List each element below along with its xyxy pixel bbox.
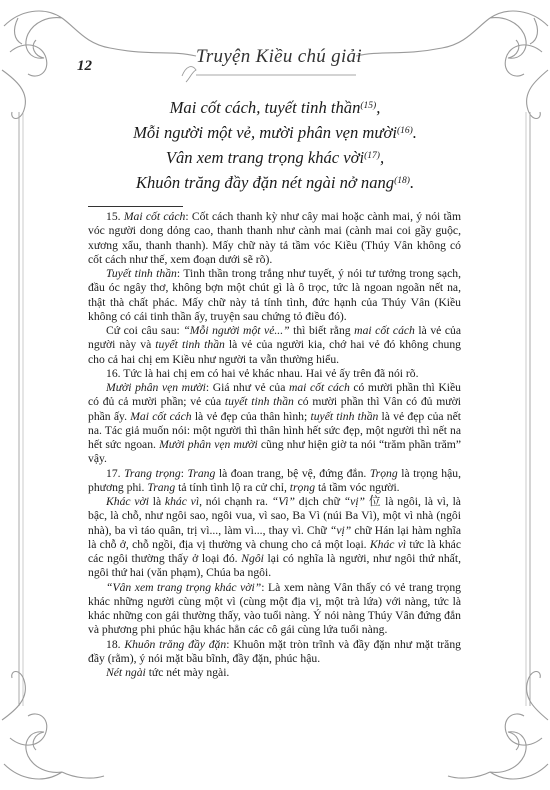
- note-quote: “vị”: [343, 495, 366, 508]
- note-text: tả tầm vóc người.: [315, 480, 400, 494]
- note-term: Nét ngài: [106, 666, 146, 679]
- note-number: 18.: [106, 637, 125, 651]
- verse-punct: .: [409, 173, 415, 192]
- verse-text: Khuôn trăng đầy đặn nét ngài nở nang: [135, 173, 395, 192]
- verse-punct: ,: [379, 148, 385, 167]
- note-quote: “Vân xem trang trọng khác vời”: [106, 580, 262, 594]
- note-term: tuyết tinh thần: [224, 395, 294, 409]
- note-text: : Là xem nàng Vân thấy có vẻ trang trọng khác những người cùng một vì (cùng một địa vị, một trà lứa) với nàng, tức là khác những con gái thường thấy, vào tuổi nàng. Ý nói nàng Thúy Vân đứng đắn và phương phi phúc hậu khác hẳn các cô gái cùng lứa tuổi nàng.: [88, 580, 462, 637]
- note-term: tuyết tinh thần: [310, 409, 379, 423]
- note-term: Mai cốt cách: [130, 409, 192, 423]
- note-term: tuyết tinh thần: [155, 338, 225, 352]
- note-text: có mười phần thì Kiều có đủ cả mười phần; vẻ của: [88, 381, 461, 409]
- note-term: Tuyết tinh thần: [106, 267, 177, 280]
- note-text: là vẻ đẹp của thân hình;: [191, 409, 311, 423]
- footnote-separator: [88, 206, 183, 207]
- note-paragraph: [88, 381, 461, 467]
- note-text: lại có nghĩa là người, như ngôi thứ nhất, ngôi thứ hai (văn phạm), Chúa ba ngôi.: [88, 552, 461, 580]
- note-text: dịch chữ: [295, 495, 344, 508]
- note-text: là đoan trang, bệ vệ, đứng đắn.: [215, 466, 370, 480]
- note-17: [88, 467, 461, 496]
- note-text: : Tinh thần trong trắng như tuyết, ý nói tư tưởng trong sạch, đầu óc ngây thơ, không bợn một chút gì là ô trọc, tức là ngoan ngoãn nết na, thật thà chất phác. Mấy chữ này tả tính tình, đức hạnh của Thúy Vân (Kiều không có cái tinh thần ấy, truyện sau chứng tỏ điều đó).: [88, 267, 461, 323]
- han-character: 位: [365, 495, 382, 508]
- note-paragraph: [88, 324, 461, 367]
- note-term: Trang: [187, 466, 216, 480]
- note-paragraph: [88, 581, 461, 638]
- note-text: 16. Tức là hai chị em có hai vẻ khác nhau. Hai vẻ ấy trên đã nói rõ.: [106, 366, 419, 380]
- note-number: 15.: [106, 210, 124, 223]
- note-term: trọng: [289, 480, 316, 494]
- footnotes: [88, 210, 461, 680]
- note-paragraph: [88, 666, 461, 680]
- note-term: Khác vời: [106, 495, 149, 508]
- note-text: tức nét mày ngài.: [145, 666, 230, 679]
- note-text: là ngôi, là vì, là bậc, là chỗ, như ngôi sao, ngôi vua, vì sao, Ba Vì (núi Ba Vì), một vì nhà (ngôi nhà), ba vì táo quân, trị vì..., làm vì..., thay vì. Chữ: [88, 495, 461, 537]
- verse-note-ref: (15): [360, 101, 377, 111]
- running-header-title: Truyện Kiều chú giải: [196, 46, 362, 67]
- note-text: chữ Hán lại hàm nghĩa là chỗ ở, chỗ ngồi, địa vị thường và chung cho cả một loại.: [88, 523, 461, 551]
- note-text: là vẻ của người này và: [88, 324, 462, 352]
- note-15: [88, 210, 461, 267]
- verse-text: Mai cốt cách, tuyết tinh thần: [169, 98, 361, 117]
- verse-note-ref: (18): [394, 176, 410, 186]
- note-term: Khác vì: [369, 537, 407, 551]
- note-text: là vẻ đẹp của nết na. Tác giả muốn nói: một người thì thân hình hết sức đẹp, một người thì nết na hết sức ngoan.: [88, 409, 462, 451]
- note-term: Trang: [147, 480, 176, 494]
- note-term: Mai cốt cách: [123, 210, 186, 223]
- note-term: mai cốt cách: [288, 381, 350, 394]
- verse-line: [0, 123, 550, 143]
- note-text: là vẻ của người kia, chớ hai vẻ đó không chung cho cả hai chị em Kiều như người ta vẫn thường hiểu.: [88, 338, 461, 366]
- page-number: 12: [77, 58, 92, 74]
- note-text: , nói chạnh ra.: [199, 495, 272, 508]
- note-text: :: [180, 466, 188, 480]
- note-text: : Giá như vẻ của: [205, 381, 289, 394]
- note-text: là trọng hậu, phương phi.: [88, 466, 461, 494]
- note-term: mai cốt cách: [354, 324, 415, 337]
- note-term: Trọng: [369, 466, 398, 480]
- verse-line: [0, 173, 550, 193]
- note-term: Trang trọng: [124, 466, 181, 480]
- verse-text: Mỗi người một vẻ, mười phân vẹn mười: [133, 123, 397, 142]
- verse-punct: ,: [376, 98, 381, 117]
- note-term: Mười phân vẹn mười: [159, 438, 258, 451]
- note-text: : Khuôn mặt tròn trĩnh và đầy đặn như mặt trăng đầy (rằm), ý nói mặt bầu bĩnh, đầy đặn, phúc hậu.: [88, 637, 461, 665]
- verse-line: [0, 148, 550, 168]
- note-quote: “Mỗi người một vẻ...”: [183, 324, 290, 337]
- note-text: thì biết rằng: [289, 324, 355, 337]
- note-text: : Cốt cách thanh kỳ như cây mai hoặc cành mai, ý nói tầm vóc người dong dỏng cao, thanh thanh như cành mai (cành mai coi gầy guộc, xương xẩu, thanh thanh). Mấy chữ này tả tầm vóc Kiều (Thúy Vân không có cốt cách như thế, xem đoạn dưới sẽ rõ).: [88, 210, 461, 266]
- note-text: có mười phần thì Vân có đủ mười phần ấy.: [88, 395, 462, 423]
- verse-text: Vân xem trang trọng khác vời: [165, 148, 365, 167]
- note-text: tức là khác các ngôi thường thấy ở loại đó.: [88, 537, 462, 565]
- verse-note-ref: (16): [396, 126, 413, 136]
- note-text: là: [148, 495, 165, 508]
- note-term: Khuôn trăng đầy đặn: [124, 637, 227, 651]
- note-text: tả tính tình lộ ra cử chỉ,: [175, 480, 290, 494]
- note-text: Cứ coi câu sau:: [106, 324, 184, 337]
- note-term: khác vì: [164, 495, 200, 508]
- verse-line: [0, 98, 550, 118]
- note-quote: “Vì”: [271, 495, 296, 508]
- note-paragraph: [88, 267, 461, 324]
- note-quote: “vị”: [329, 523, 352, 537]
- note-text: cũng như hiện giờ ta nói “trăm phần trăm” vậy.: [88, 438, 461, 466]
- verse-punct: .: [412, 123, 417, 142]
- verse-note-ref: (17): [364, 151, 380, 161]
- note-term: Mười phân vẹn mười: [106, 381, 206, 394]
- note-18: [88, 638, 461, 667]
- note-16: [88, 367, 461, 381]
- note-number: 17.: [106, 466, 125, 480]
- note-term: Ngôi: [241, 552, 264, 565]
- note-paragraph: [88, 495, 461, 581]
